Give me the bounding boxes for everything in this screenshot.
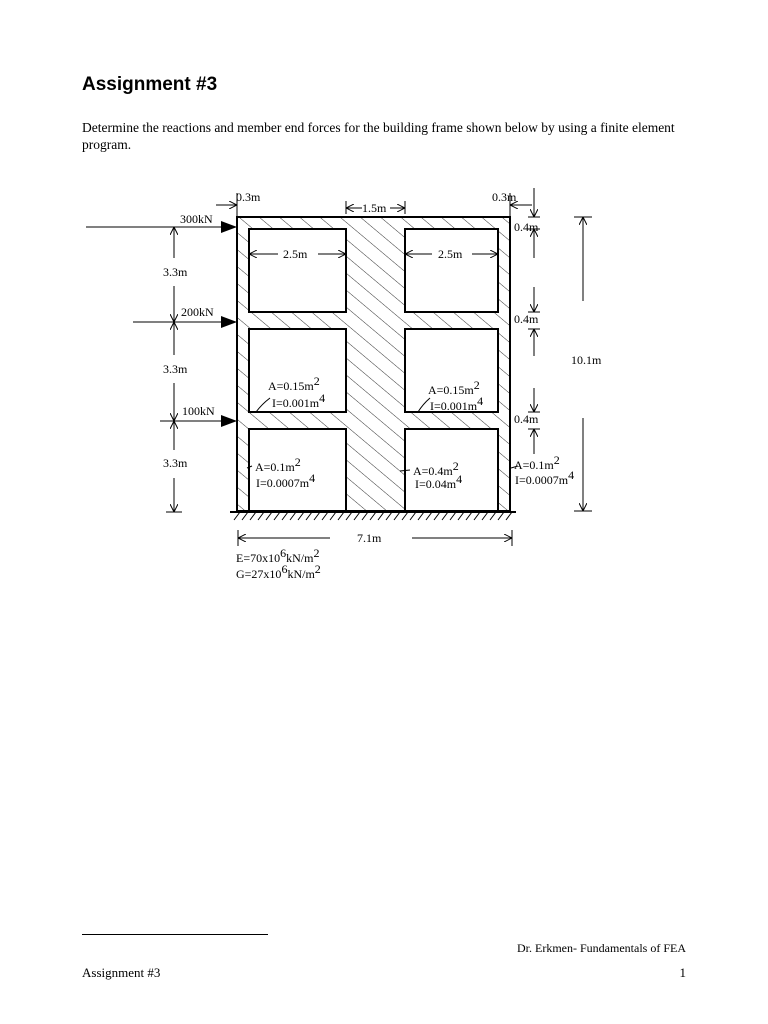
dim-total-width: 7.1m <box>357 531 382 545</box>
svg-text:I=0.001m4: I=0.001m4 <box>272 391 326 410</box>
prop-beam-right <box>428 378 483 413</box>
dim-middle-pier: 1.5m <box>362 201 387 215</box>
dim-total-height: 10.1m <box>571 353 602 367</box>
opening-top-left <box>249 229 346 312</box>
svg-text:I=0.0007m4: I=0.0007m4 <box>256 471 316 490</box>
material-properties <box>236 546 321 581</box>
dim-left-pier: 0.3m <box>236 190 261 204</box>
dim-opening-left: 2.5m <box>283 247 308 261</box>
load-label-top: 300kN <box>180 212 213 226</box>
dim-right-pier: 0.3m <box>492 190 517 204</box>
dim-opening-right: 2.5m <box>438 247 463 261</box>
svg-text:A=0.1m2: A=0.1m2 <box>514 453 560 472</box>
prop-column-right <box>514 453 574 487</box>
prop-column-middle <box>413 459 462 491</box>
footnote-rule <box>82 934 268 935</box>
load-arrows <box>86 227 237 421</box>
ground-support <box>230 512 516 520</box>
svg-text:A=0.15m2: A=0.15m2 <box>428 378 480 397</box>
intro-paragraph: Determine the reactions and member end forces for the building frame shown below by using a finite element program. <box>82 120 675 152</box>
prop-beam-left <box>268 374 325 410</box>
load-label-bottom: 100kN <box>182 404 215 418</box>
opening-top-right <box>405 229 498 312</box>
footer-title: Assignment #3 <box>82 965 161 980</box>
dim-story-2: 3.3m <box>163 362 188 376</box>
load-label-middle: 200kN <box>181 305 214 319</box>
svg-text:A=0.15m2: A=0.15m2 <box>268 374 320 393</box>
modulus-E: E=70x106kN/m2 <box>236 546 320 565</box>
svg-text:I=0.04m4: I=0.04m4 <box>415 472 463 491</box>
page-title: Assignment #3 <box>82 74 218 95</box>
prop-column-left <box>255 455 315 490</box>
svg-text:A=0.1m2: A=0.1m2 <box>255 455 301 474</box>
dim-beam-top: 0.4m <box>514 220 539 234</box>
dim-story-1: 3.3m <box>163 456 188 470</box>
dim-story-3: 3.3m <box>163 265 188 279</box>
svg-text:I=0.0007m4: I=0.0007m4 <box>515 468 575 487</box>
author-credit: Dr. Erkmen- Fundamentals of FEA <box>517 941 686 955</box>
page-number: 1 <box>679 965 686 980</box>
svg-text:I=0.001m4: I=0.001m4 <box>430 394 484 413</box>
dim-beam-low: 0.4m <box>514 412 539 426</box>
svg-text:A=0.4m2: A=0.4m2 <box>413 459 459 478</box>
modulus-G: G=27x106kN/m2 <box>236 562 321 581</box>
dim-beam-mid: 0.4m <box>514 312 539 326</box>
